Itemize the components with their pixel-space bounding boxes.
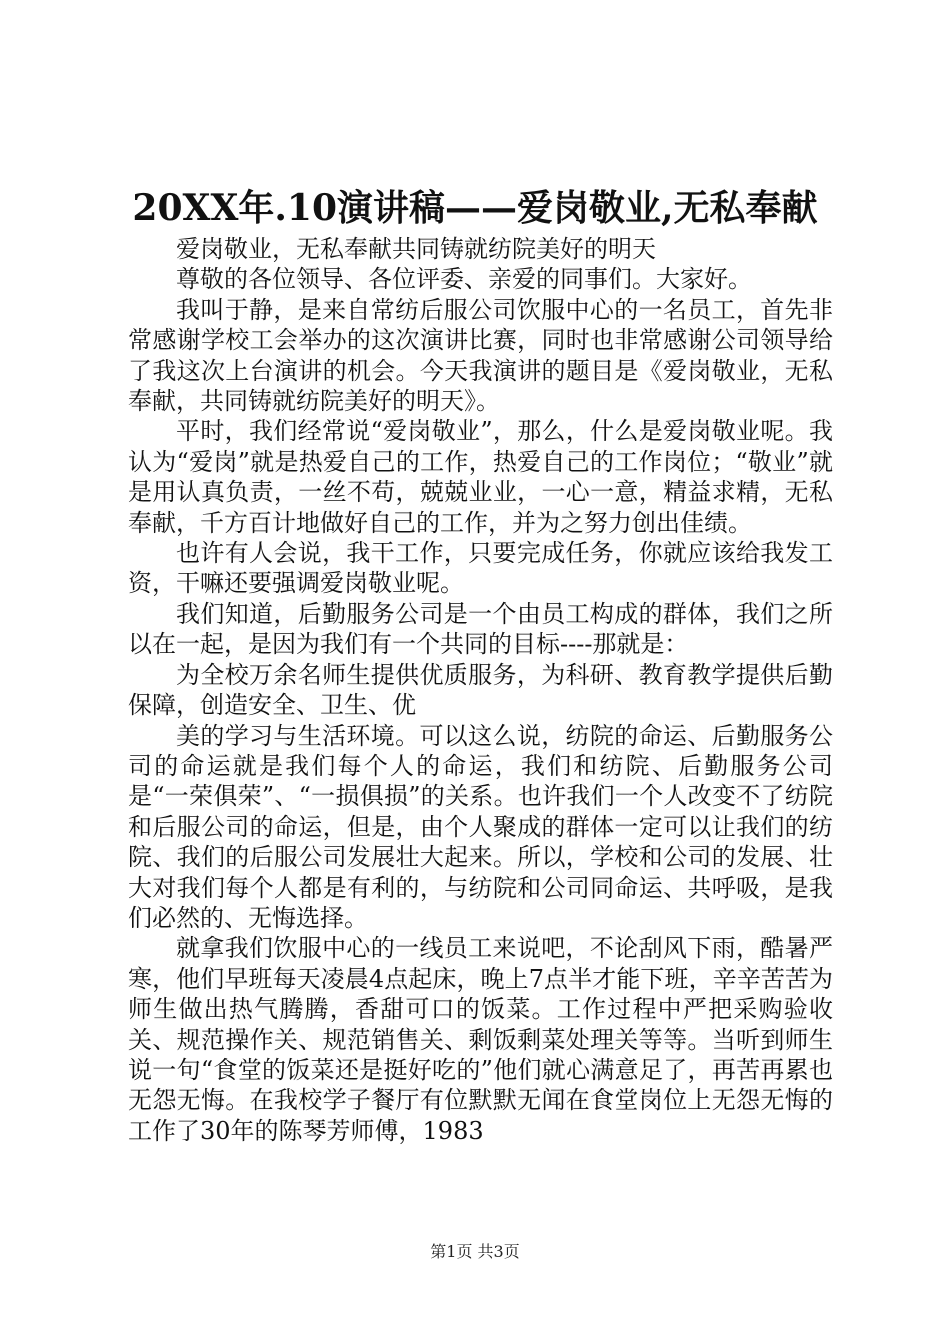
page-number-footer: 第1页 共3页	[430, 1242, 520, 1261]
paragraph-common-goal: 我们知道，后勤服务公司是一个由员工构成的群体，我们之所以在一起，是因为我们有一个共同的目标----那就是：	[128, 599, 833, 659]
document-title: 20XX年.10演讲稿——爱岗敬业,无私奉献	[132, 187, 818, 229]
paragraph-greeting: 尊敬的各位领导、各位评委、亲爱的同事们。大家好。	[176, 265, 752, 294]
paragraph-service-goal: 为全校万余名师生提供优质服务，为科研、教育教学提供后勤保障，创造安全、卫生、优	[128, 660, 833, 720]
paragraph-staff-example: 就拿我们饮服中心的一线员工来说吧，不论刮风下雨，酷暑严寒，他们早班每天凌晨4点起床，晚上7点半才能下班，辛辛苦苦为师生做出热气腾腾，香甜可口的饭菜。工作过程中严把采购验收关、规范操作关、规范销售关、剩饭剩菜处理关等等。当听到师生说一句“食堂的饭菜还是挺好吃的”他们就心满意足了，再苦再累也无怨无悔。在我校学子餐厅有位默默无闻在食堂岗位上无怨无悔的工作了30年的陈琴芳师傅，1983	[128, 934, 833, 1145]
paragraph-definition: 平时，我们经常说“爱岗敬业”，那么，什么是爱岗敬业呢。我认为“爱岗”就是热爱自己的工作，热爱自己的工作岗位；“敬业”就是用认真负责，一丝不苟，兢兢业业，一心一意，精益求精，无私奉献，千方百计地做好自己的工作，并为之努力创出佳绩。	[128, 417, 833, 537]
paragraph-question: 也许有人会说，我干工作，只要完成任务，你就应该给我发工资，干嘛还要强调爱岗敬业呢。	[128, 539, 833, 598]
paragraph-subtitle: 爱岗敬业，无私奉献共同铸就纺院美好的明天	[176, 235, 656, 263]
document-body	[128, 234, 833, 1146]
paragraph-introduction: 我叫于静，是来自常纺后服公司饮服中心的一名员工，首先非常感谢学校工会举办的这次演讲比赛，同时也非常感谢公司领导给了我这次上台演讲的机会。今天我演讲的题目是《爱岗敬业，无私奉献，共同铸就纺院美好的明天》。	[128, 295, 833, 416]
paragraph-shared-destiny: 美的学习与生活环境。可以这么说，纺院的命运、后勤服务公司的命运就是我们每个人的命运，我们和纺院、后勤服务公司是“一荣俱荣”、“一损俱损”的关系。也许我们一个人改变不了纺院和后服公司的命运，但是，由个人聚成的群体一定可以让我们的纺院、我们的后服公司发展壮大起来。所以，学校和公司的发展、壮大对我们每个人都是有利的，与纺院和公司同命运、共呼吸，是我们必然的、无悔选择。	[128, 721, 833, 932]
